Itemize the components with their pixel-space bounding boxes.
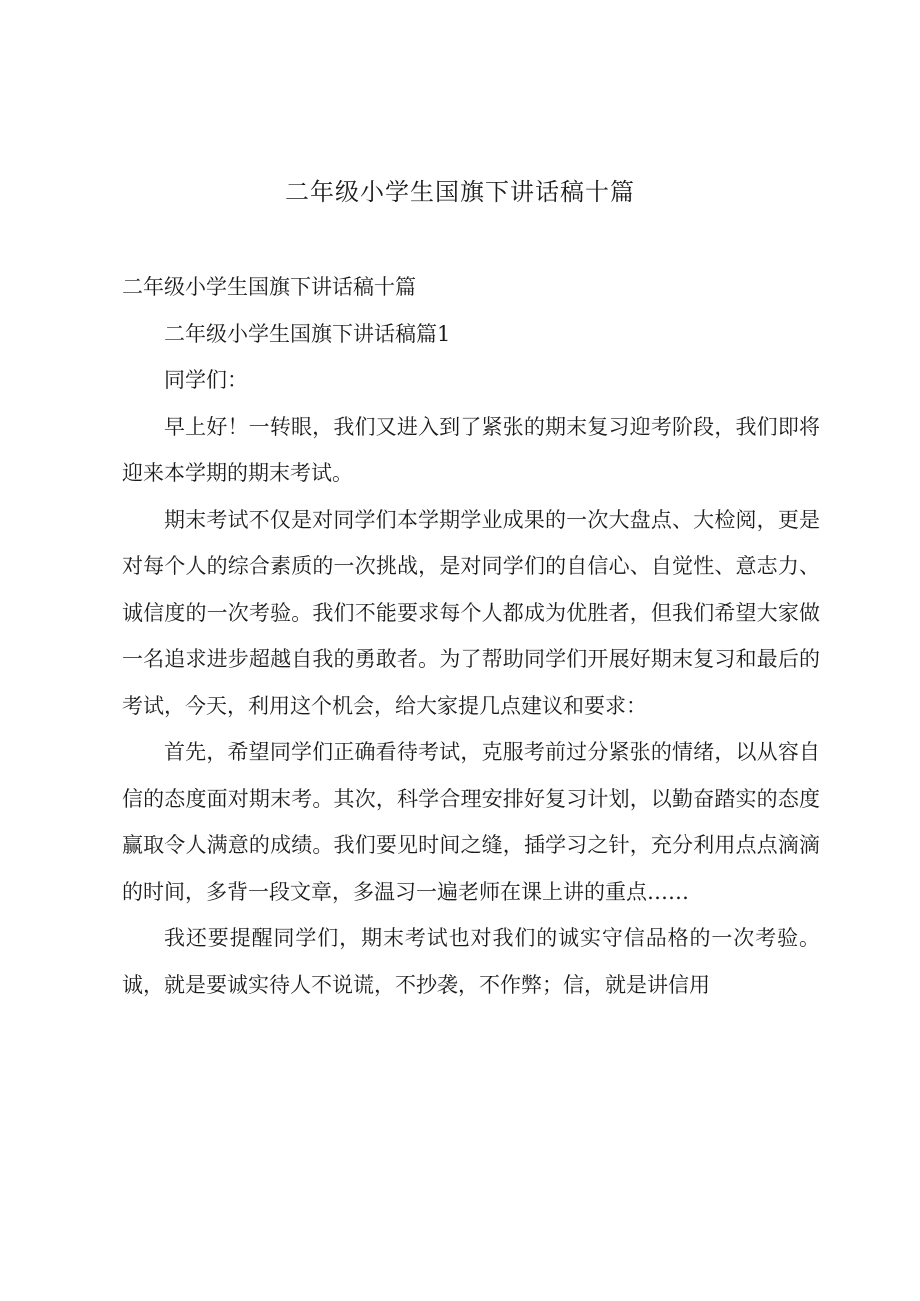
section-heading: 二年级小学生国旗下讲话稿十篇 bbox=[122, 275, 416, 299]
speech-heading: 二年级小学生国旗下讲话稿篇1 bbox=[164, 321, 451, 346]
document-body bbox=[122, 264, 820, 1008]
salutation: 同学们： bbox=[164, 368, 248, 392]
paragraph: 期末考试不仅是对同学们本学期学业成果的一次大盘点、大检阅，更是对每个人的综合素质的一次挑战，是对同学们的自信心、自觉性、意志力、诚信度的一次考验。我们不能要求每个人都成为优胜者，但我们希望大家做一名追求进步超越自我的勇敢者。为了帮助同学们开展好期末复习和最后的考试，今天，利用这个机会，给大家提几点建议和要求： bbox=[122, 507, 820, 718]
paragraph: 首先，希望同学们正确看待考试，克服考前过分紧张的情绪，以从容自信的态度面对期末考。其次，科学合理安排好复习计划，以勤奋踏实的态度赢取令人满意的成绩。我们要见时间之缝，插学习之针，充分利用点点滴滴的时间，多背一段文章，多温习一遍老师在课上讲的重点…… bbox=[122, 740, 820, 904]
paragraph: 早上好！一转眼，我们又进入到了紧张的期末复习迎考阶段，我们即将迎来本学期的期末考试。 bbox=[122, 414, 820, 485]
page-title: 二年级小学生国旗下讲话稿十篇 bbox=[285, 178, 635, 206]
paragraph: 我还要提醒同学们，期末考试也对我们的诚实守信品格的一次考验。诚，就是要诚实待人不说谎，不抄袭，不作弊；信，就是讲信用 bbox=[122, 926, 820, 997]
